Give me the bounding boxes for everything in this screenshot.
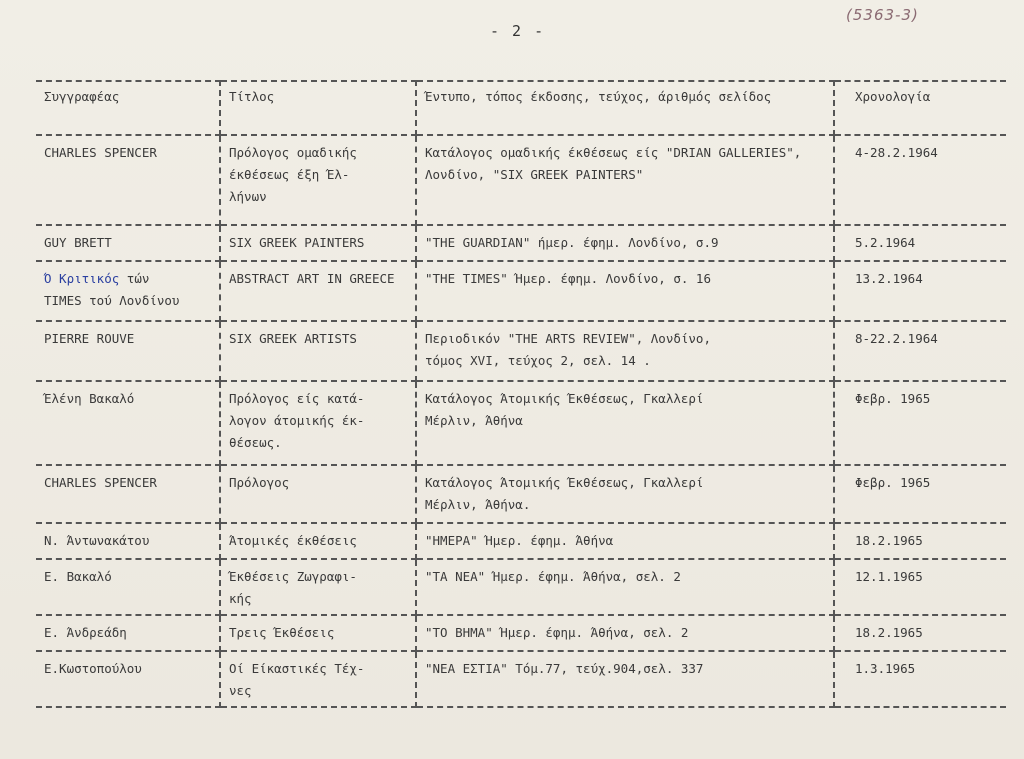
cell-author: Ε. Άνδρεάδη (36, 615, 220, 651)
cell-title: Άτομικές έκθέσεις (220, 523, 416, 559)
cell-date: 12.1.1965 (834, 559, 1006, 615)
cell-author: PIERRE ROUVE (36, 321, 220, 381)
bibliography-table (36, 80, 1006, 708)
cell-date: 8-22.2.1964 (834, 321, 1006, 381)
header-date: Χρονολογία (834, 81, 1006, 135)
table-row (36, 381, 1006, 465)
table-row (36, 559, 1006, 615)
cell-title: Πρόλογος ομαδικής έκθέσεως έξη Έλ- λήνων (220, 135, 416, 225)
page-number: - 2 - (490, 22, 546, 40)
table-header-row (36, 81, 1006, 135)
cell-author: CHARLES SPENCER (36, 465, 220, 523)
cell-title: Οί Είκαστικές Τέχ- νες (220, 651, 416, 707)
cell-date: Φεβρ. 1965 (834, 465, 1006, 523)
cell-publication: Κατάλογος Άτομικής Έκθέσεως, Γκαλλερί Μέρλιν, Άθήνα (416, 381, 834, 465)
author-handwritten-correction: Ό Κριτικός (44, 271, 120, 286)
cell-title: ABSTRACT ART IN GREECE (220, 261, 416, 321)
cell-publication: "ΝΕΑ ΕΣΤΙΑ" Τόμ.77, τεύχ.904,σελ. 337 (416, 651, 834, 707)
header-author: Συγγραφέας (36, 81, 220, 135)
cell-date: 4-28.2.1964 (834, 135, 1006, 225)
table-row (36, 615, 1006, 651)
header-title: Τίτλος (220, 81, 416, 135)
cell-date: 5.2.1964 (834, 225, 1006, 261)
cell-author: Ε. Βακαλό (36, 559, 220, 615)
cell-date: Φεβρ. 1965 (834, 381, 1006, 465)
table-row (36, 321, 1006, 381)
table-row (36, 465, 1006, 523)
table-row (36, 261, 1006, 321)
table-row (36, 225, 1006, 261)
cell-publication: Κατάλογος ομαδικής έκθέσεως είς "DRIAN GALLERIES", Λονδίνο, "SIX GREEK PAINTERS" (416, 135, 834, 225)
cell-title: Πρόλογος (220, 465, 416, 523)
cell-title: SIX GREEK ARTISTS (220, 321, 416, 381)
cell-author (36, 261, 220, 321)
cell-date: 18.2.1965 (834, 523, 1006, 559)
cell-author: Ν. Άντωνακάτου (36, 523, 220, 559)
table-row (36, 135, 1006, 225)
cell-publication: "THE GUARDIAN" ήμερ. έφημ. Λονδίνο, σ.9 (416, 225, 834, 261)
cell-author: Ε.Κωστοπούλου (36, 651, 220, 707)
cell-title: Πρόλογος είς κατά- λογον άτομικής έκ- θέσεως. (220, 381, 416, 465)
header-publication: Έντυπο, τόπος έκδοσης, τεύχος, άριθμός σελίδος (416, 81, 834, 135)
cell-author: GUY BRETT (36, 225, 220, 261)
cell-date: 18.2.1965 (834, 615, 1006, 651)
cell-publication: "ΗΜΕΡΑ" Ήμερ. έφημ. Άθήνα (416, 523, 834, 559)
table-row (36, 651, 1006, 707)
cell-date: 1.3.1965 (834, 651, 1006, 707)
cell-author: CHARLES SPENCER (36, 135, 220, 225)
cell-publication: Περιοδικόν "THE ARTS REVIEW", Λονδίνο, τόμος XVI, τεύχος 2, σελ. 14 . (416, 321, 834, 381)
cell-title: Έκθέσεις Ζωγραφι- κής (220, 559, 416, 615)
cell-author: Έλένη Βακαλό (36, 381, 220, 465)
table-row (36, 523, 1006, 559)
cell-title: Τρεις Έκθέσεις (220, 615, 416, 651)
cell-publication: "THE TIMES" Ήμερ. έφημ. Λονδίνο, σ. 16 (416, 261, 834, 321)
handwritten-archive-note: (5363-3) (846, 6, 919, 24)
cell-publication: "ΤΑ ΝΕΑ" Ήμερ. έφημ. Άθήνα, σελ. 2 (416, 559, 834, 615)
author-remainder: τών TIMES τού Λονδίνου (44, 271, 180, 308)
cell-title: SIX GREEK PAINTERS (220, 225, 416, 261)
cell-publication: "ΤΟ ΒΗΜΑ" Ήμερ. έφημ. Άθήνα, σελ. 2 (416, 615, 834, 651)
cell-publication: Κατάλογος Άτομικής Έκθέσεως, Γκαλλερί Μέρλιν, Άθήνα. (416, 465, 834, 523)
cell-date: 13.2.1964 (834, 261, 1006, 321)
